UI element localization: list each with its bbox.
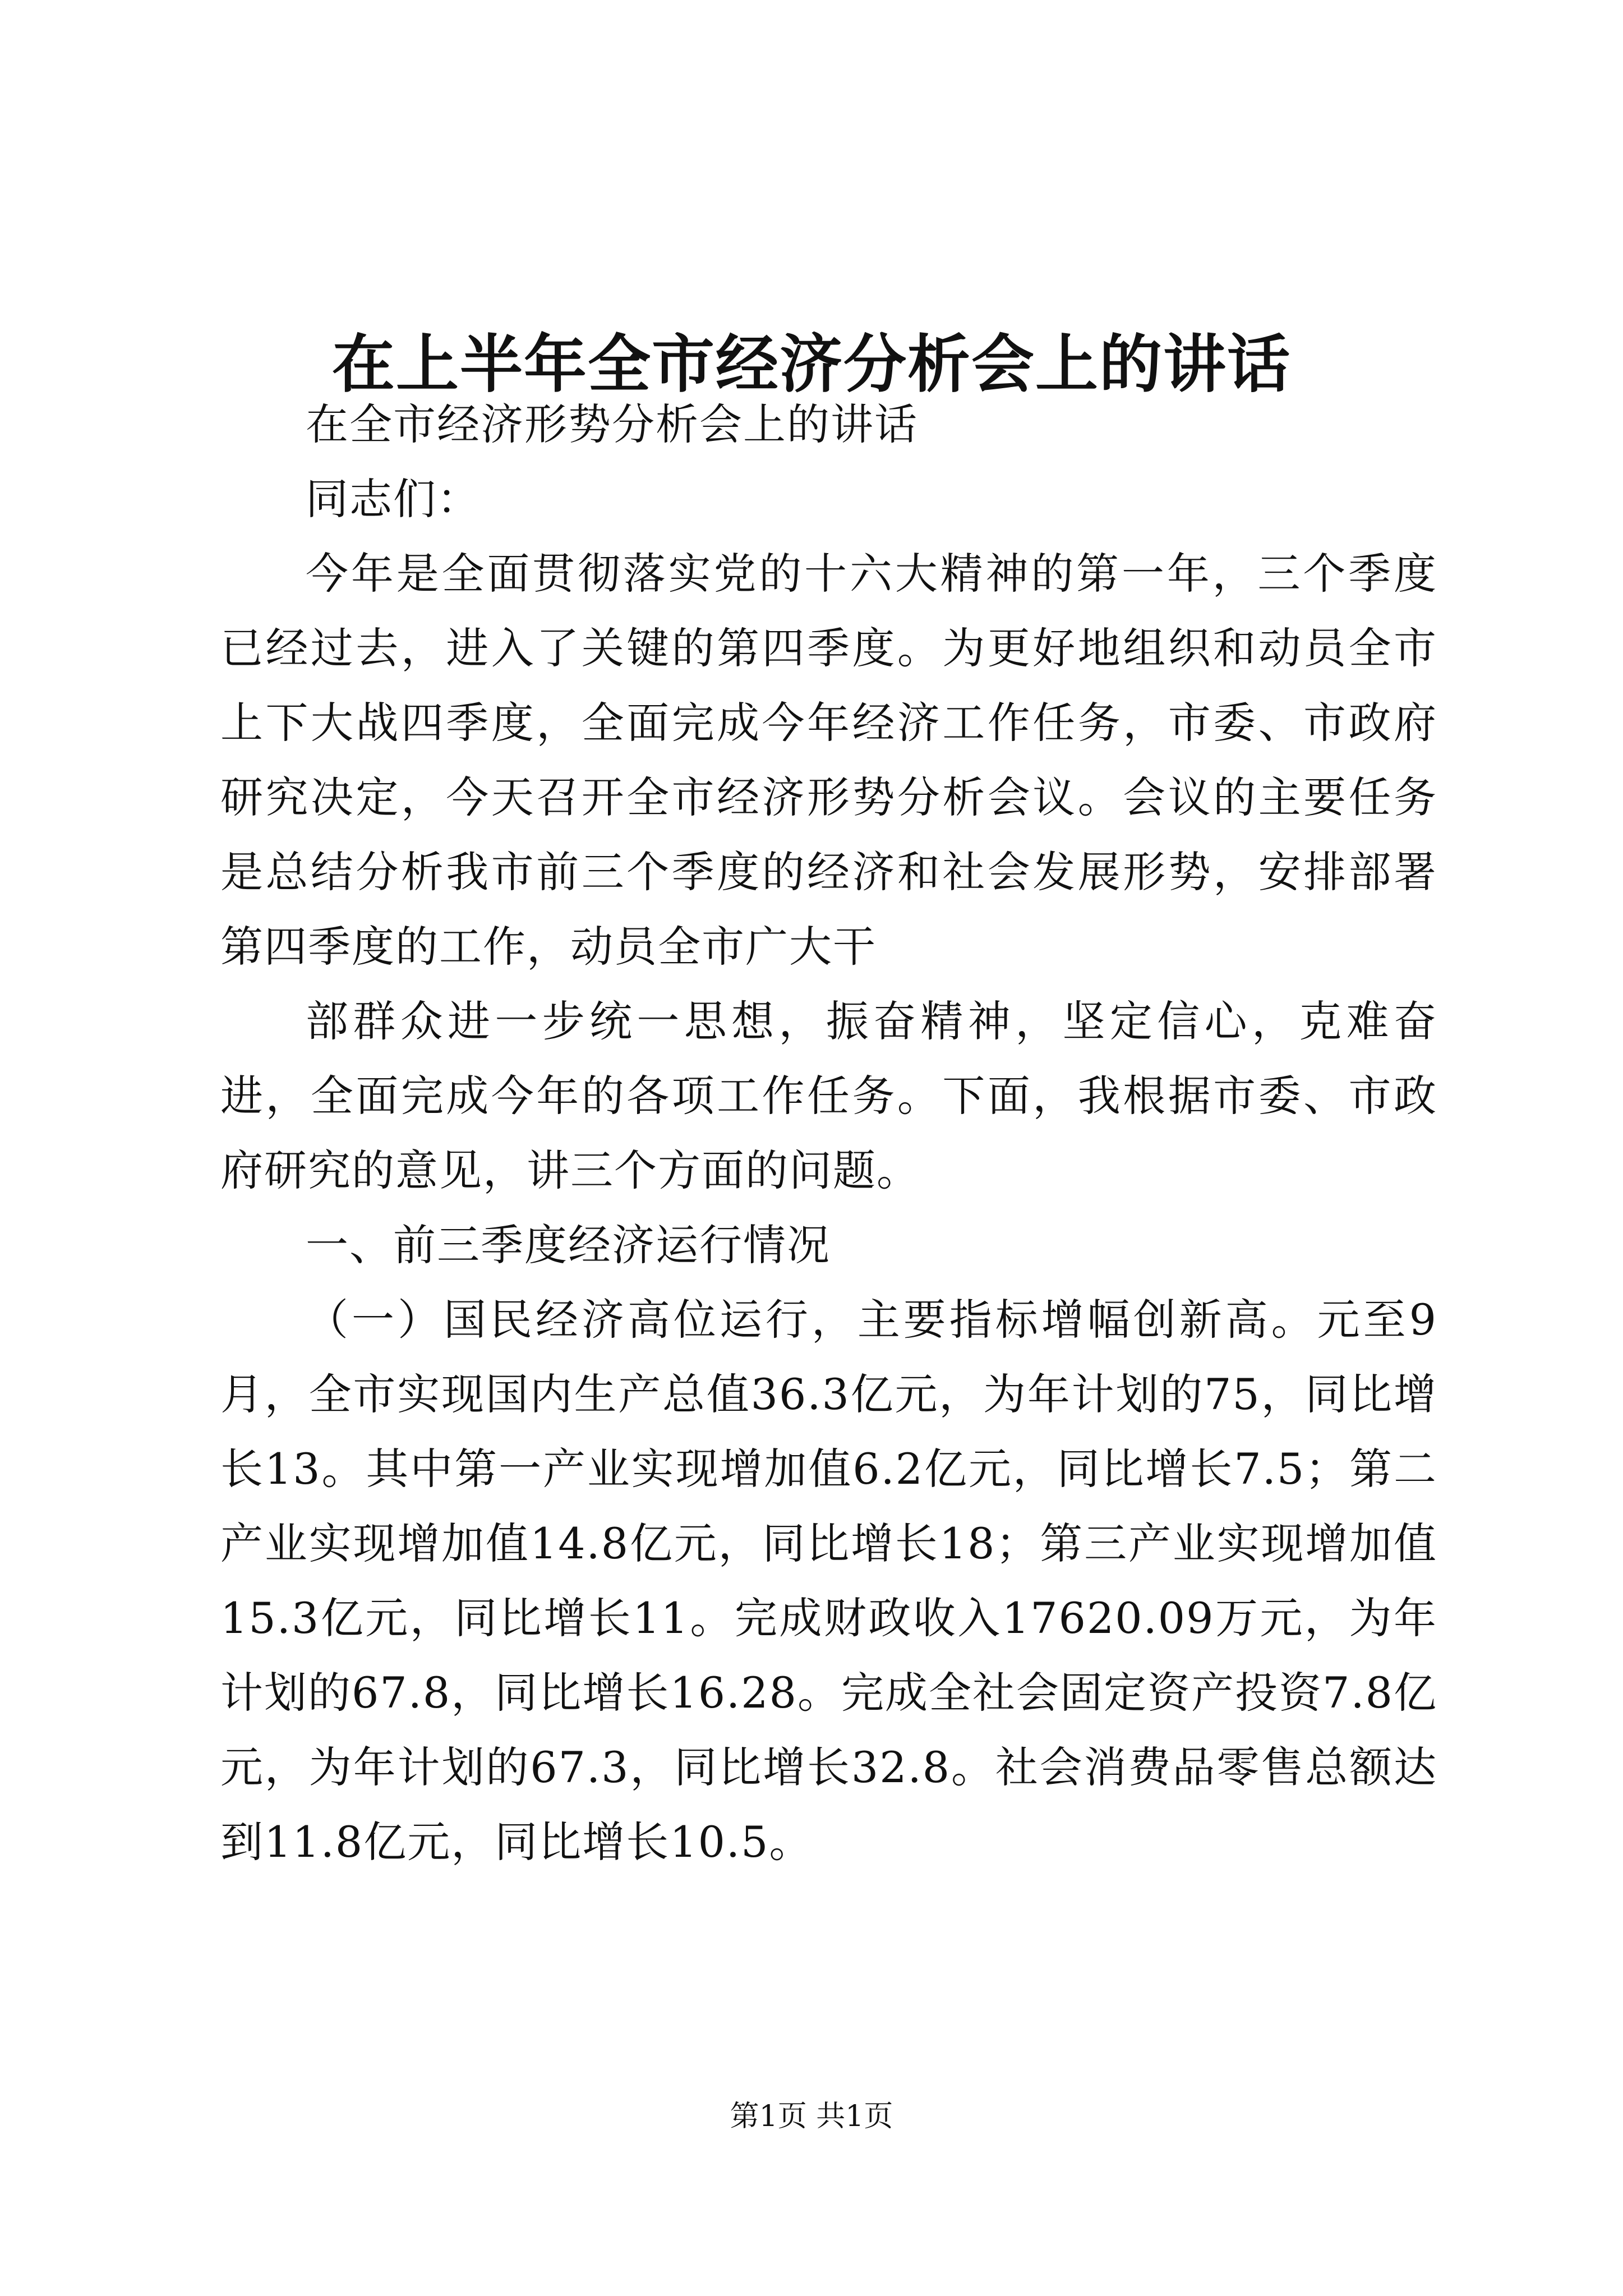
section-heading: 一、前三季度经济运行情况 (306, 1220, 831, 1270)
salutation-paragraph: 同志们： (306, 474, 481, 524)
body-paragraph: 部群众进一步统一思想，振奋精神，坚定信心，克难奋进，全面完成今年的各项工作任务。下面，我根据市委、市政府研究的意见，讲三个方面的问题。 (220, 996, 1437, 1195)
subtitle-paragraph: 在全市经济形势分析会上的讲话 (306, 399, 918, 449)
document-body (220, 387, 1437, 1879)
document-title: 在上半年全市经济分析会上的讲话 (332, 328, 1291, 402)
body-paragraph: 今年是全面贯彻落实党的十六大精神的第一年，三个季度已经过去，进入了关键的第四季度。为更好地组织和动员全市上下大战四季度，全面完成今年经济工作任务，市委、市政府研究决定，今天召开全市经济形势分析会议。会议的主要任务是总结分析我市前三个季度的经济和社会发展形势，安排部署第四季度的工作，动员全市广大干 (220, 549, 1437, 972)
page-footer: 第1页 共1页 (730, 2100, 893, 2133)
body-paragraph: （一）国民经济高位运行，主要指标增幅创新高。元至9月，全市实现国内生产总值36.3亿元，为年计划的75，同比增长13。其中第一产业实现增加值6.2亿元，同比增长7.5；第二产业实现增加值14.8亿元，同比增长18；第三产业实现增加值15.3亿元，同比增长11。完成财政收入17620.09万元，为年计划的67.8，同比增长16.28。完成全社会固定资产投资7.8亿元，为年计划的67.3，同比增长32.8。社会消费品零售总额达到11.8亿元，同比增长10.5。 (220, 1295, 1437, 1867)
